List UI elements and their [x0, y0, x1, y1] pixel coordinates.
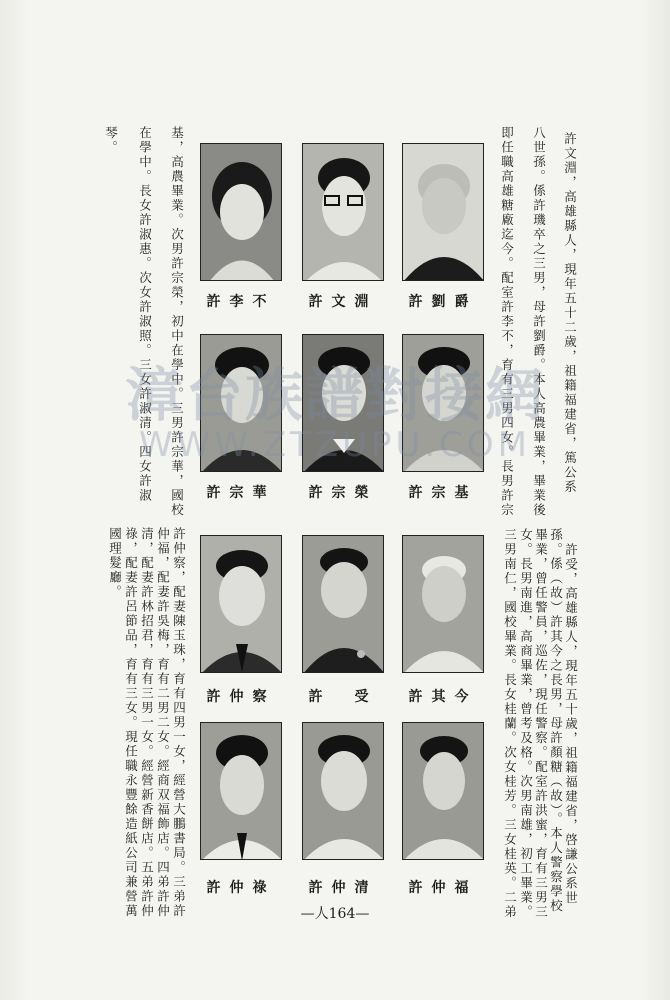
portrait-photo [302, 535, 384, 673]
page-number: —人164— [300, 906, 370, 922]
text-column: 許仲察，配妻陳玉珠，育有四男一女，經營大鵬書局。三弟許 [171, 527, 187, 919]
portrait-photo [200, 334, 282, 472]
text-column: 許受，高雄縣人，現年五十歲，祖籍福建省，啓謙公系世 [563, 543, 579, 906]
text-column: 八世孫。係許璣卒之三男，母許劉爵。本人高農畢業，畢業後 [531, 126, 547, 518]
portrait-photo [402, 143, 484, 281]
text-column: 女。長男南進，高商畢業，曾考及格。次男南雄，初工畢業。 [518, 528, 534, 920]
portrait-caption: 許仲察 [206, 689, 276, 705]
text-column: 祿，配妻許呂節品，育有三女。現任職永豐餘造紙公司兼營萬 [123, 527, 139, 919]
portrait-photo [200, 535, 282, 673]
text-column: 畢業，曾任警員，巡佐，現任警察。配室許洪蜜，育有三男三 [533, 528, 549, 920]
portrait-photo [302, 722, 384, 860]
portrait-caption: 許仲祿 [206, 880, 276, 896]
portrait-photo [402, 722, 484, 860]
text-column: 孫。係（故）許其今之長男，母許顏糖（故）。本人警察學校 [548, 528, 564, 914]
portrait-caption: 許宗榮 [308, 485, 378, 501]
portrait-photo [200, 143, 282, 281]
portrait-caption: 許宗基 [408, 485, 478, 501]
text-column: 國理髮廳。 [107, 527, 123, 600]
portrait-caption: 許宗華 [206, 485, 276, 501]
watermark-title: 漳台族譜對接網 [124, 361, 545, 429]
portrait-photo [302, 334, 384, 472]
text-column: 即任職高雄糖廠迄今。配室許李不，育有三男四女。長男許宗 [499, 126, 515, 518]
portrait-photo [302, 143, 384, 281]
text-column: 三男南仁，國校畢業。長女桂蘭。次女桂芳。三女桂英。二弟 [502, 528, 518, 920]
portrait-caption: 許劉爵 [408, 294, 478, 310]
portrait-caption: 許仲清 [308, 880, 378, 896]
watermark-url: WWW.ZTZUPU.COM [138, 425, 532, 465]
text-column: 清，配妻許林招君，育有三男一女。經營新香餅店。五弟許仲 [139, 527, 155, 919]
text-column: 仲福，配妻許吳梅，育有二男二女。經商双福飾店。四弟許仲 [155, 527, 171, 919]
portrait-photo [402, 334, 484, 472]
text-column: 基，高農畢業。次男許宗榮，初中在學中。三男許宗華，國校 [169, 126, 185, 518]
text-column: 琴。 [103, 126, 119, 155]
text-column: 在學中。長女許淑惠。次女許淑照。三女許淑清。四女許淑 [137, 126, 153, 503]
portrait-caption: 許 受 [308, 689, 378, 705]
portrait-caption: 許其今 [408, 689, 478, 705]
text-column: 許文淵，高雄縣人，現年五十二歲，祖籍福建省，篤公系 [562, 132, 578, 495]
portrait-photo [200, 722, 282, 860]
portrait-photo [402, 535, 484, 673]
portrait-caption: 許文淵 [308, 294, 378, 310]
portrait-caption: 許李不 [206, 294, 276, 310]
portrait-caption: 許仲福 [408, 880, 478, 896]
